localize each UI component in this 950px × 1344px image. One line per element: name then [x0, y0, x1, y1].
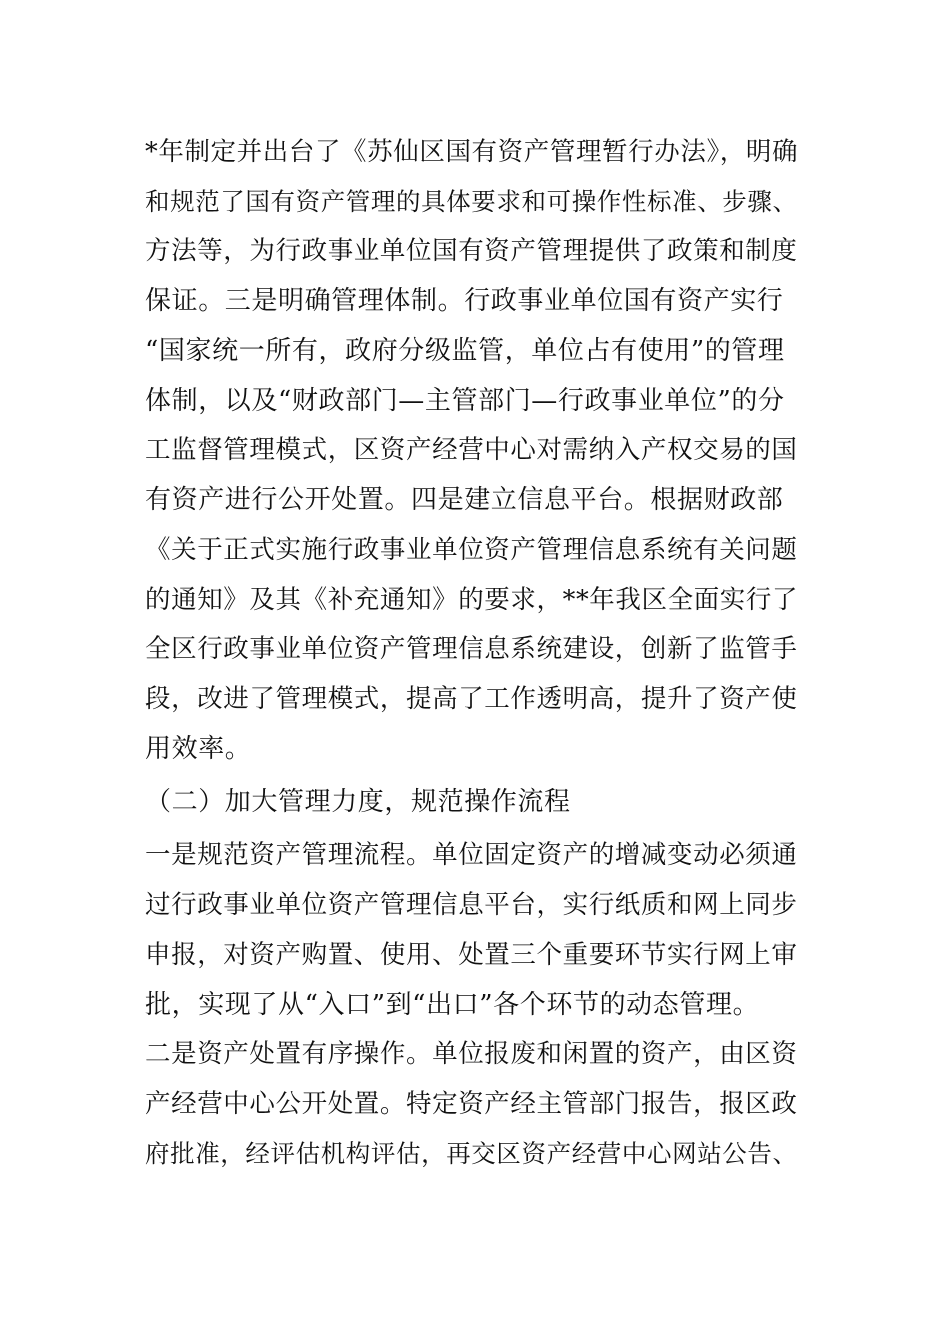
text-line: 体制，以及“财政部门—主管部门—行政事业单位”的分 — [145, 386, 785, 416]
section-heading: （二）加大管理力度，规范操作流程 — [145, 787, 571, 817]
text-line: 和规范了国有资产管理的具体要求和可操作性标准、步骤、 — [145, 187, 798, 216]
text-line: 二是资产处置有序操作。单位报废和闲置的资产，由区资 — [145, 1039, 798, 1069]
text-line: 有资产进行公开处置。四是建立信息平台。根据财政部 — [145, 485, 784, 515]
text-line: 产经营中心公开处置。特定资产经主管部门报告，报区政 — [145, 1089, 798, 1119]
text-line: 申报，对资产购置、使用、处置三个重要环节实行网上审 — [145, 940, 798, 970]
text-line: 用效率。 — [145, 734, 252, 764]
text-line: 全区行政事业单位资产管理信息系统建设，创新了监管手 — [145, 634, 798, 664]
text-line: “国家统一所有，政府分级监管，单位占有使用”的管理 — [145, 336, 785, 366]
text-line: 《关于正式实施行政事业单位资产管理信息系统有关问题 — [145, 535, 798, 565]
text-line: 保证。三是明确管理体制。行政事业单位国有资产实行 — [145, 286, 784, 316]
text-line: 段，改进了管理模式，提高了工作透明高，提升了资产使 — [145, 684, 798, 714]
text-line: 工监督管理模式，区资产经营中心对需纳入产权交易的国 — [145, 435, 798, 465]
text-line: *年制定并出台了《苏仙区国有资产管理暂行办法》，明确 — [145, 137, 799, 167]
text-line: 过行政事业单位资产管理信息平台，实行纸质和网上同步 — [145, 890, 798, 920]
text-line: 一是规范资产管理流程。单位固定资产的增减变动必须通 — [145, 840, 798, 870]
text-line: 的通知》及其《补充通知》的要求，**年我区全面实行了 — [145, 585, 799, 615]
text-line: 批，实现了从“入口”到“出口”各个环节的动态管理。 — [145, 990, 760, 1020]
text-line: 方法等，为行政事业单位国有资产管理提供了政策和制度 — [145, 236, 798, 266]
text-line: 府批准，经评估机构评估，再交区资产经营中心网站公告、 — [145, 1139, 798, 1168]
